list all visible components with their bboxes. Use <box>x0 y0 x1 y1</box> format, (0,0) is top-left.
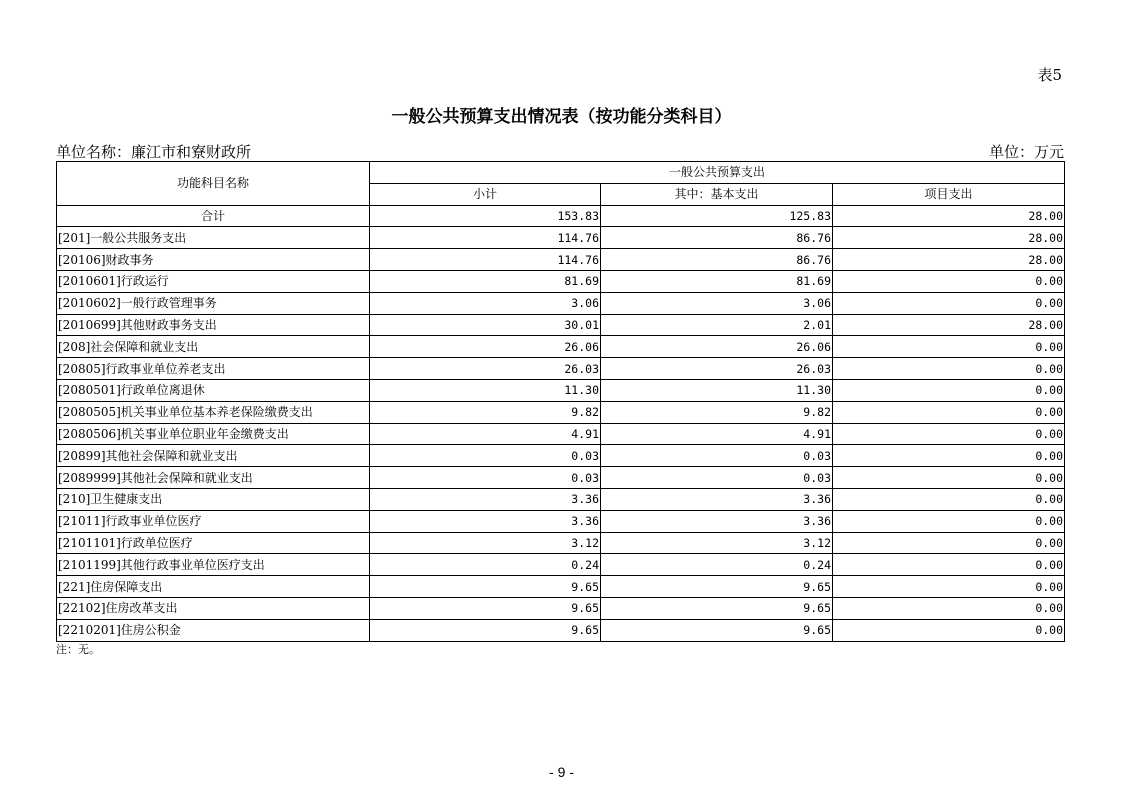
row-subtotal: 4.91 <box>370 423 601 445</box>
header-function-name: 功能科目名称 <box>57 162 370 206</box>
row-project: 0.00 <box>833 445 1065 467</box>
row-basic: 2.01 <box>601 314 833 336</box>
row-name: [221]住房保障支出 <box>57 576 370 598</box>
row-project: 0.00 <box>833 532 1065 554</box>
row-project: 0.00 <box>833 510 1065 532</box>
row-project: 0.00 <box>833 379 1065 401</box>
table-row <box>57 270 1065 292</box>
table-row <box>57 532 1065 554</box>
row-name: [2089999]其他社会保障和就业支出 <box>57 467 370 489</box>
row-basic: 9.65 <box>601 597 833 619</box>
row-name: [2080501]行政单位离退休 <box>57 379 370 401</box>
row-subtotal: 0.24 <box>370 554 601 576</box>
expenditure-table <box>56 161 1065 642</box>
row-project: 0.00 <box>833 423 1065 445</box>
row-name: [2010699]其他财政事务支出 <box>57 314 370 336</box>
row-basic: 3.36 <box>601 510 833 532</box>
row-basic: 3.12 <box>601 532 833 554</box>
table-row <box>57 336 1065 358</box>
table-row <box>57 379 1065 401</box>
row-name: [21011]行政事业单位医疗 <box>57 510 370 532</box>
table-row <box>57 249 1065 271</box>
row-basic: 11.30 <box>601 379 833 401</box>
row-project: 0.00 <box>833 619 1065 641</box>
row-basic: 9.65 <box>601 619 833 641</box>
table-row <box>57 227 1065 249</box>
row-basic: 26.03 <box>601 358 833 380</box>
row-name: [208]社会保障和就业支出 <box>57 336 370 358</box>
row-subtotal: 11.30 <box>370 379 601 401</box>
header-group: 一般公共预算支出 <box>370 162 1065 184</box>
row-name: [22102]住房改革支出 <box>57 597 370 619</box>
unit-info-bar <box>56 141 1064 162</box>
row-subtotal: 9.65 <box>370 576 601 598</box>
table-row <box>57 423 1065 445</box>
table-row <box>57 314 1065 336</box>
row-project: 0.00 <box>833 270 1065 292</box>
row-name: 合计 <box>57 205 370 227</box>
table-row <box>57 510 1065 532</box>
row-name: [2210201]住房公积金 <box>57 619 370 641</box>
table-row <box>57 597 1065 619</box>
row-name: [20899]其他社会保障和就业支出 <box>57 445 370 467</box>
row-basic: 9.82 <box>601 401 833 423</box>
page-number: - 9 - <box>549 764 574 780</box>
row-project: 0.00 <box>833 336 1065 358</box>
row-subtotal: 26.06 <box>370 336 601 358</box>
unit-name: 单位名称：廉江市和寮财政所 <box>56 143 252 161</box>
table-row <box>57 205 1065 227</box>
row-basic: 3.06 <box>601 292 833 314</box>
row-subtotal: 9.82 <box>370 401 601 423</box>
row-basic: 0.24 <box>601 554 833 576</box>
row-name: [2080505]机关事业单位基本养老保险缴费支出 <box>57 401 370 423</box>
header-basic: 其中：基本支出 <box>601 183 833 205</box>
row-subtotal: 30.01 <box>370 314 601 336</box>
row-project: 0.00 <box>833 292 1065 314</box>
row-subtotal: 114.76 <box>370 227 601 249</box>
row-basic: 86.76 <box>601 249 833 271</box>
row-project: 0.00 <box>833 488 1065 510</box>
row-name: [2010601]行政运行 <box>57 270 370 292</box>
row-project: 28.00 <box>833 249 1065 271</box>
row-subtotal: 9.65 <box>370 597 601 619</box>
row-subtotal: 3.36 <box>370 510 601 532</box>
row-name: [201]一般公共服务支出 <box>57 227 370 249</box>
row-subtotal: 153.83 <box>370 205 601 227</box>
currency-unit: 单位：万元 <box>988 143 1064 161</box>
table-body <box>57 205 1065 641</box>
row-project: 0.00 <box>833 401 1065 423</box>
row-name: [20106]财政事务 <box>57 249 370 271</box>
row-name: [2101101]行政单位医疗 <box>57 532 370 554</box>
row-basic: 4.91 <box>601 423 833 445</box>
row-basic: 0.03 <box>601 445 833 467</box>
table-note: 注：无。 <box>56 643 100 656</box>
row-basic: 0.03 <box>601 467 833 489</box>
row-project: 0.00 <box>833 576 1065 598</box>
row-project: 0.00 <box>833 554 1065 576</box>
row-subtotal: 9.65 <box>370 619 601 641</box>
row-subtotal: 3.06 <box>370 292 601 314</box>
table-row <box>57 554 1065 576</box>
header-project: 项目支出 <box>833 183 1065 205</box>
row-basic: 86.76 <box>601 227 833 249</box>
row-subtotal: 3.12 <box>370 532 601 554</box>
row-project: 28.00 <box>833 205 1065 227</box>
table-row <box>57 488 1065 510</box>
table-row <box>57 292 1065 314</box>
row-project: 28.00 <box>833 227 1065 249</box>
row-name: [20805]行政事业单位养老支出 <box>57 358 370 380</box>
table-row <box>57 358 1065 380</box>
table-row <box>57 576 1065 598</box>
row-project: 28.00 <box>833 314 1065 336</box>
row-project: 0.00 <box>833 597 1065 619</box>
row-basic: 3.36 <box>601 488 833 510</box>
row-subtotal: 81.69 <box>370 270 601 292</box>
row-subtotal: 114.76 <box>370 249 601 271</box>
table-row <box>57 619 1065 641</box>
header-subtotal: 小计 <box>370 183 601 205</box>
row-basic: 125.83 <box>601 205 833 227</box>
row-basic: 9.65 <box>601 576 833 598</box>
document-title: 一般公共预算支出情况表（按功能分类科目） <box>391 107 732 127</box>
row-subtotal: 0.03 <box>370 445 601 467</box>
row-subtotal: 26.03 <box>370 358 601 380</box>
table-row <box>57 445 1065 467</box>
row-project: 0.00 <box>833 467 1065 489</box>
table-row <box>57 467 1065 489</box>
table-row <box>57 401 1065 423</box>
row-project: 0.00 <box>833 358 1065 380</box>
row-name: [2010602]一般行政管理事务 <box>57 292 370 314</box>
row-subtotal: 0.03 <box>370 467 601 489</box>
row-name: [2080506]机关事业单位职业年金缴费支出 <box>57 423 370 445</box>
table-number: 表5 <box>1037 66 1062 84</box>
row-basic: 26.06 <box>601 336 833 358</box>
row-name: [2101199]其他行政事业单位医疗支出 <box>57 554 370 576</box>
row-basic: 81.69 <box>601 270 833 292</box>
header-row <box>57 162 1065 184</box>
row-subtotal: 3.36 <box>370 488 601 510</box>
row-name: [210]卫生健康支出 <box>57 488 370 510</box>
